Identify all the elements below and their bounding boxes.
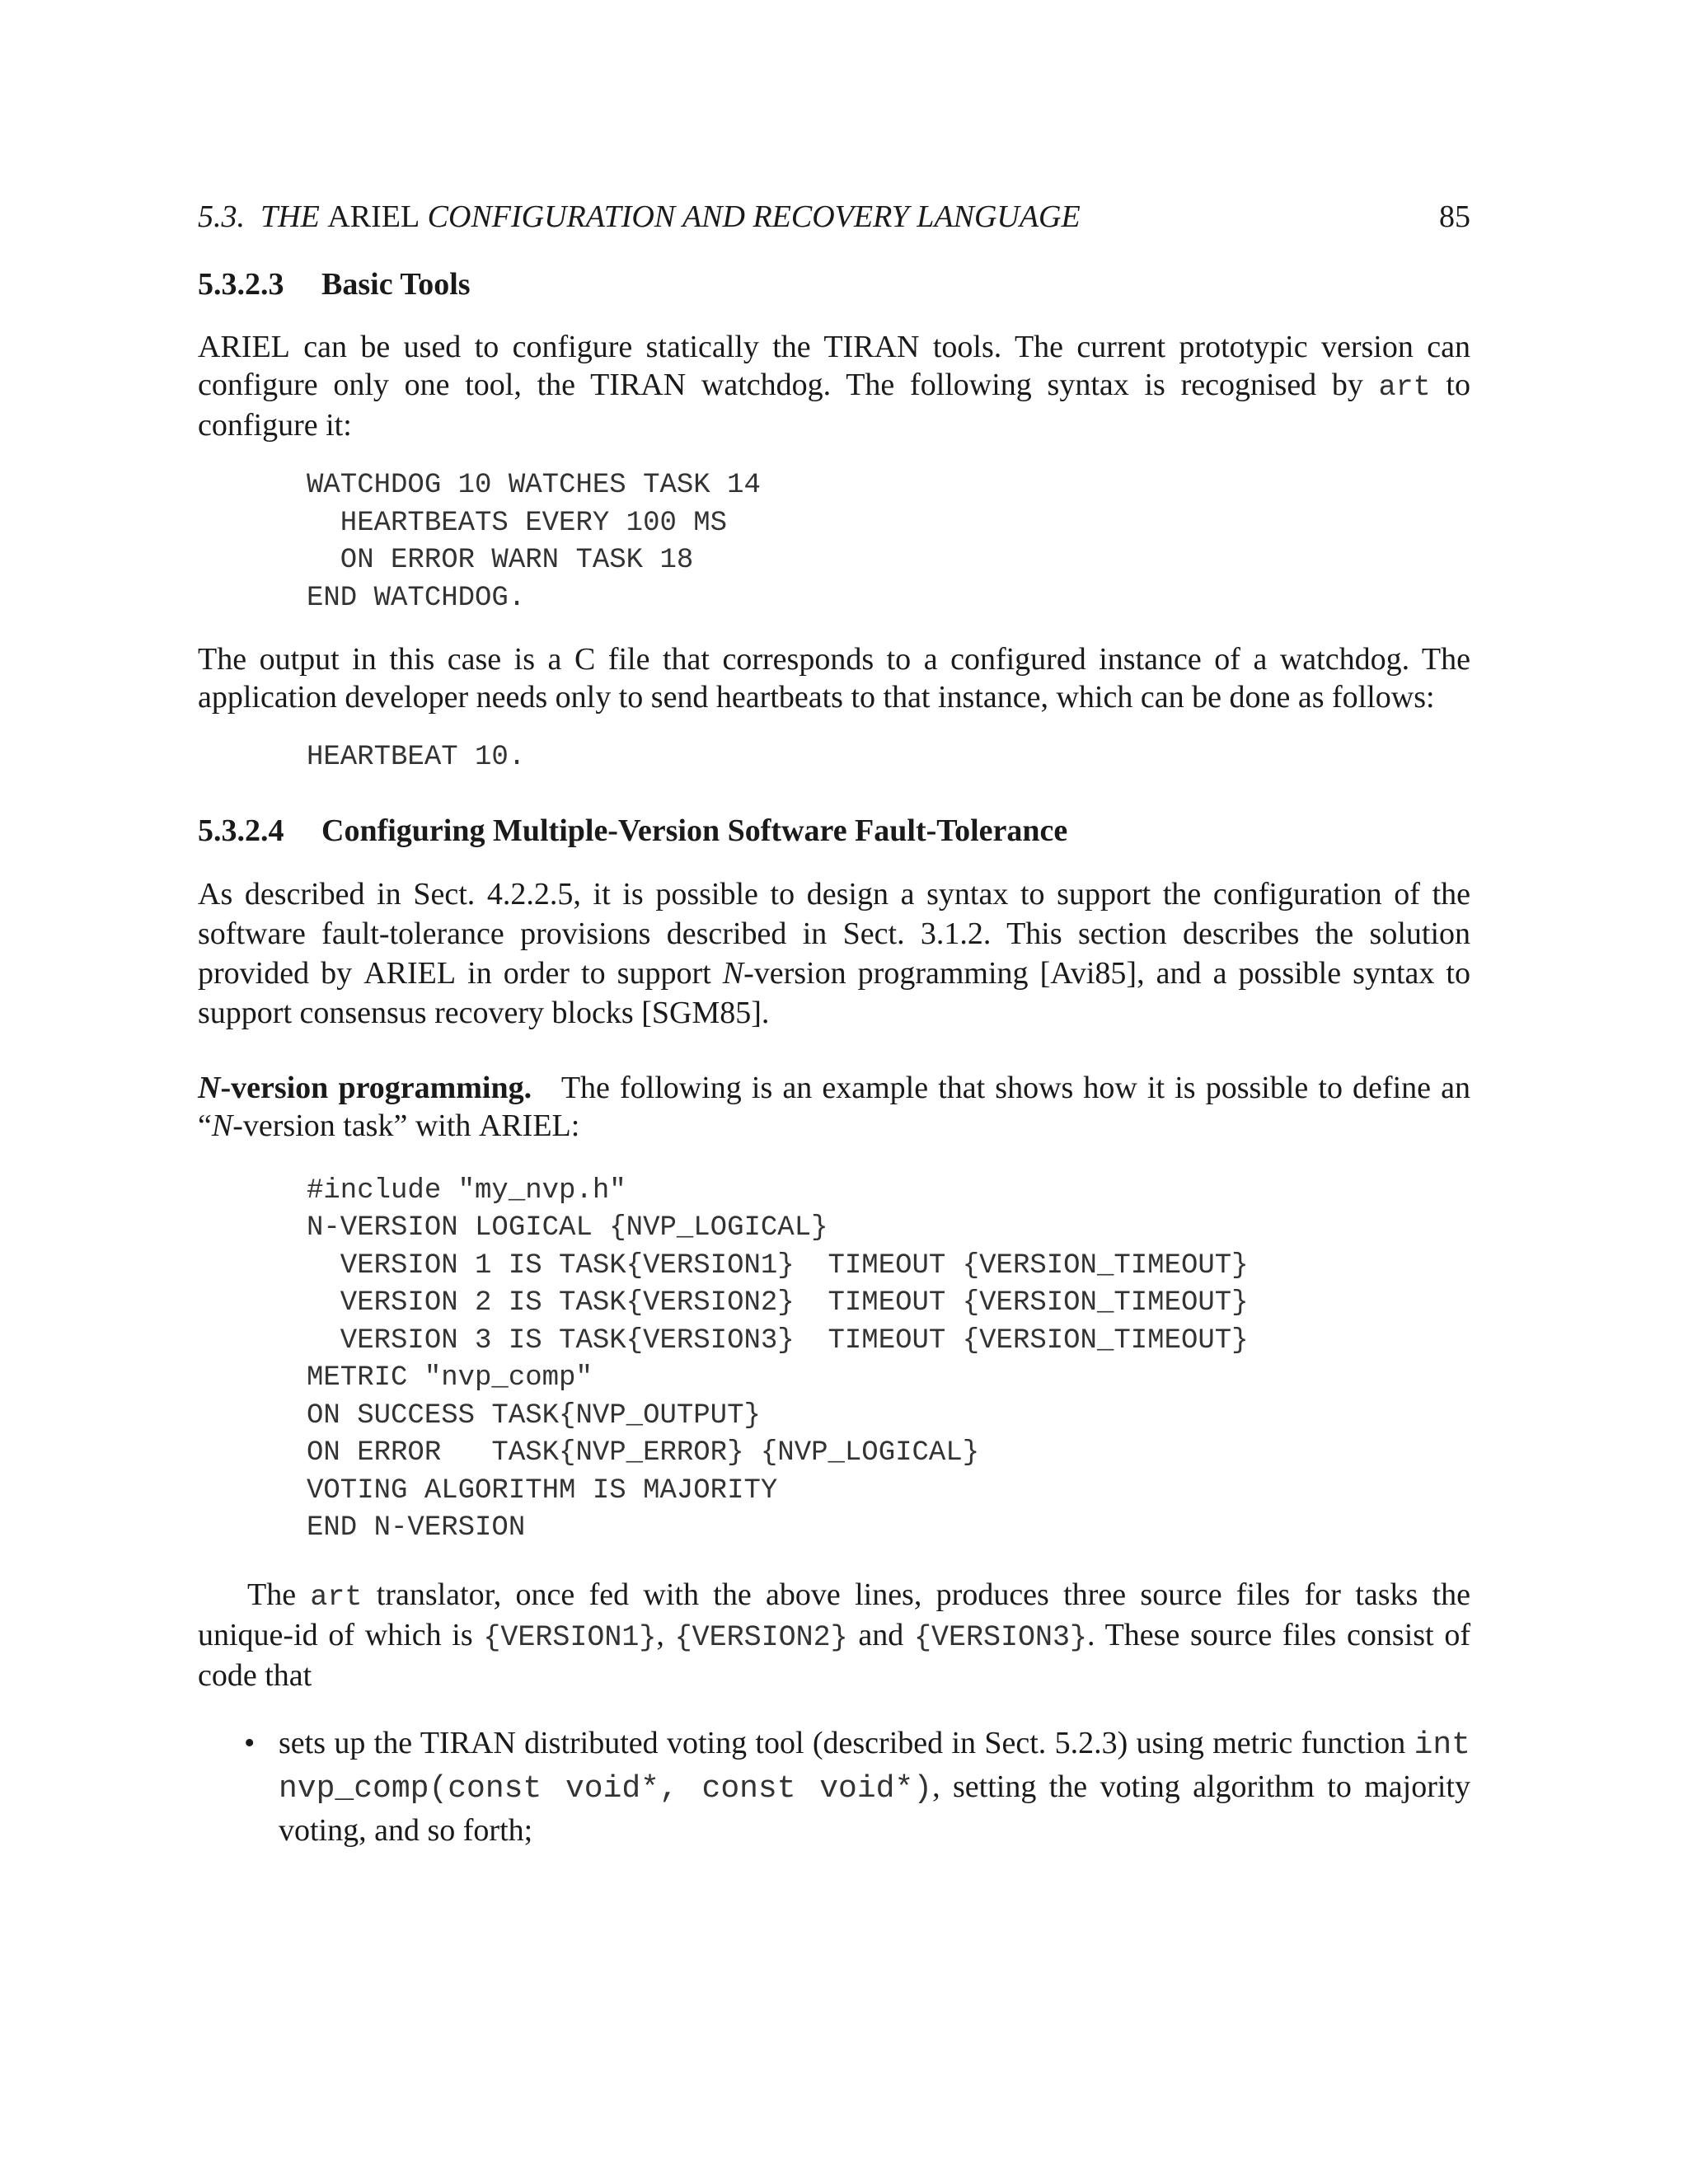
math-n: N xyxy=(198,1070,221,1105)
paragraph-software-fault-tolerance xyxy=(198,874,1470,1033)
paragraph-nvp-intro xyxy=(198,1069,1470,1145)
paragraph-basic-tools xyxy=(198,328,1470,444)
ariel-term: ARIEL xyxy=(363,955,457,991)
text-span: , setting the voting algorithm to majority voting, and so forth; xyxy=(279,1769,1470,1848)
text-span: , xyxy=(656,1617,675,1652)
text-span: and xyxy=(847,1617,914,1652)
text-span: to configure it: xyxy=(198,368,1470,443)
text-span: As described in Sect. 4.2.2.5, it is possible to design a syntax to support the configuration of the software fault-tolerance provisions described in Sect. 3.1.2. This section describes the solution provided by xyxy=(198,876,1470,991)
paper-page xyxy=(198,198,1470,1851)
bullet-list xyxy=(198,1722,1470,1851)
math-n: N xyxy=(722,955,744,991)
text-span: -version programming. xyxy=(220,1070,532,1105)
text-span: in order to support xyxy=(456,955,723,991)
text-span: translator, once fed with the above lines, produces three source files for tasks the unique-id of which is xyxy=(198,1577,1471,1652)
running-head xyxy=(198,198,1470,244)
text-span: The xyxy=(247,1577,311,1612)
paragraph-watchdog-output: The output in this case is a C file that corresponds to a configured instance of a watchdog. The application developer needs only to send heartbeats to that instance, which can be done as follows: xyxy=(198,642,1470,715)
version3-id: {VERSION3} xyxy=(914,1620,1088,1654)
page-number: 85 xyxy=(1439,199,1470,234)
ariel-term: ARIEL xyxy=(478,1108,571,1143)
running-head-title xyxy=(198,198,1081,236)
text-span: : xyxy=(570,1108,580,1143)
math-n: N xyxy=(211,1108,233,1143)
ariel-term: ARIEL xyxy=(198,330,290,364)
running-head-section: 5.3. xyxy=(198,199,245,234)
section-heading-basic-tools xyxy=(198,265,1470,303)
version1-id: {VERSION1} xyxy=(483,1620,657,1654)
version2-id: {VERSION2} xyxy=(674,1620,848,1654)
text-span: can be used to configure statically the TIRAN tools. The current prototypic version can configure only one tool, the TIRAN watchdog. The following syntax is recognised by xyxy=(198,330,1470,402)
bullet-icon: • xyxy=(244,1725,256,1760)
running-head-title-post: CONFIGURATION AND RECOVERY LANGUAGE xyxy=(427,199,1081,234)
text-span: sets up the TIRAN distributed voting tool (described in Sect. 5.2.3) using metric function xyxy=(279,1725,1414,1760)
paragraph-art-translator xyxy=(198,1576,1470,1694)
text-span: -version programming [Avi85], and a possible syntax to support consensus recovery blocks [SGM85]. xyxy=(198,955,1470,1030)
code-heartbeat: HEARTBEAT 10. xyxy=(307,742,526,773)
function-signature: int nvp_comp(const void*, const void*) xyxy=(279,1727,1470,1807)
text-span: The following is an example that shows how it is possible to define an “ xyxy=(198,1070,1470,1143)
code-watchdog: WATCHDOG 10 WATCHES TASK 14 HEARTBEATS EVERY 100 MS ON ERROR WARN TASK 18 END WATCHDOG. xyxy=(307,470,761,614)
text-span: . These source files consist of code that xyxy=(198,1617,1470,1693)
section-number: 5.3.2.4 xyxy=(198,813,284,848)
art-term: art xyxy=(310,1580,363,1614)
section-title: Basic Tools xyxy=(321,267,471,302)
code-n-version: #include "my_nvp.h" N-VERSION LOGICAL {NVP_LOGICAL} VERSION 1 IS TASK{VERSION1} TIMEOUT {VERSION_TIMEOUT} VERSION 2 IS TASK{VERSION2} TIMEOUT {VERSION_TIMEOUT} VERSION 3 IS TASK{VERSION3} TIMEOUT {VERSION_TIMEOUT} METRIC "nvp_comp" ON SUCCESS TASK{NVP_OUTPUT} ON ERROR TASK{NVP_ERROR} {NVP_LOGICAL} VOTING ALGORITHM IS MAJORITY END N-VERSION xyxy=(307,1174,1249,1544)
text-span: -version task” with xyxy=(232,1108,479,1143)
list-item xyxy=(198,1722,1470,1851)
running-head-title-pre: THE xyxy=(260,199,320,234)
section-number: 5.3.2.3 xyxy=(198,267,284,302)
section-title: Configuring Multiple-Version Software Fault-Tolerance xyxy=(321,813,1068,848)
section-heading-multiple-version xyxy=(198,812,1470,850)
paragraph-heading xyxy=(198,1071,532,1105)
art-term: art xyxy=(1378,371,1431,404)
running-head-ariel: ARIEL xyxy=(327,199,420,234)
